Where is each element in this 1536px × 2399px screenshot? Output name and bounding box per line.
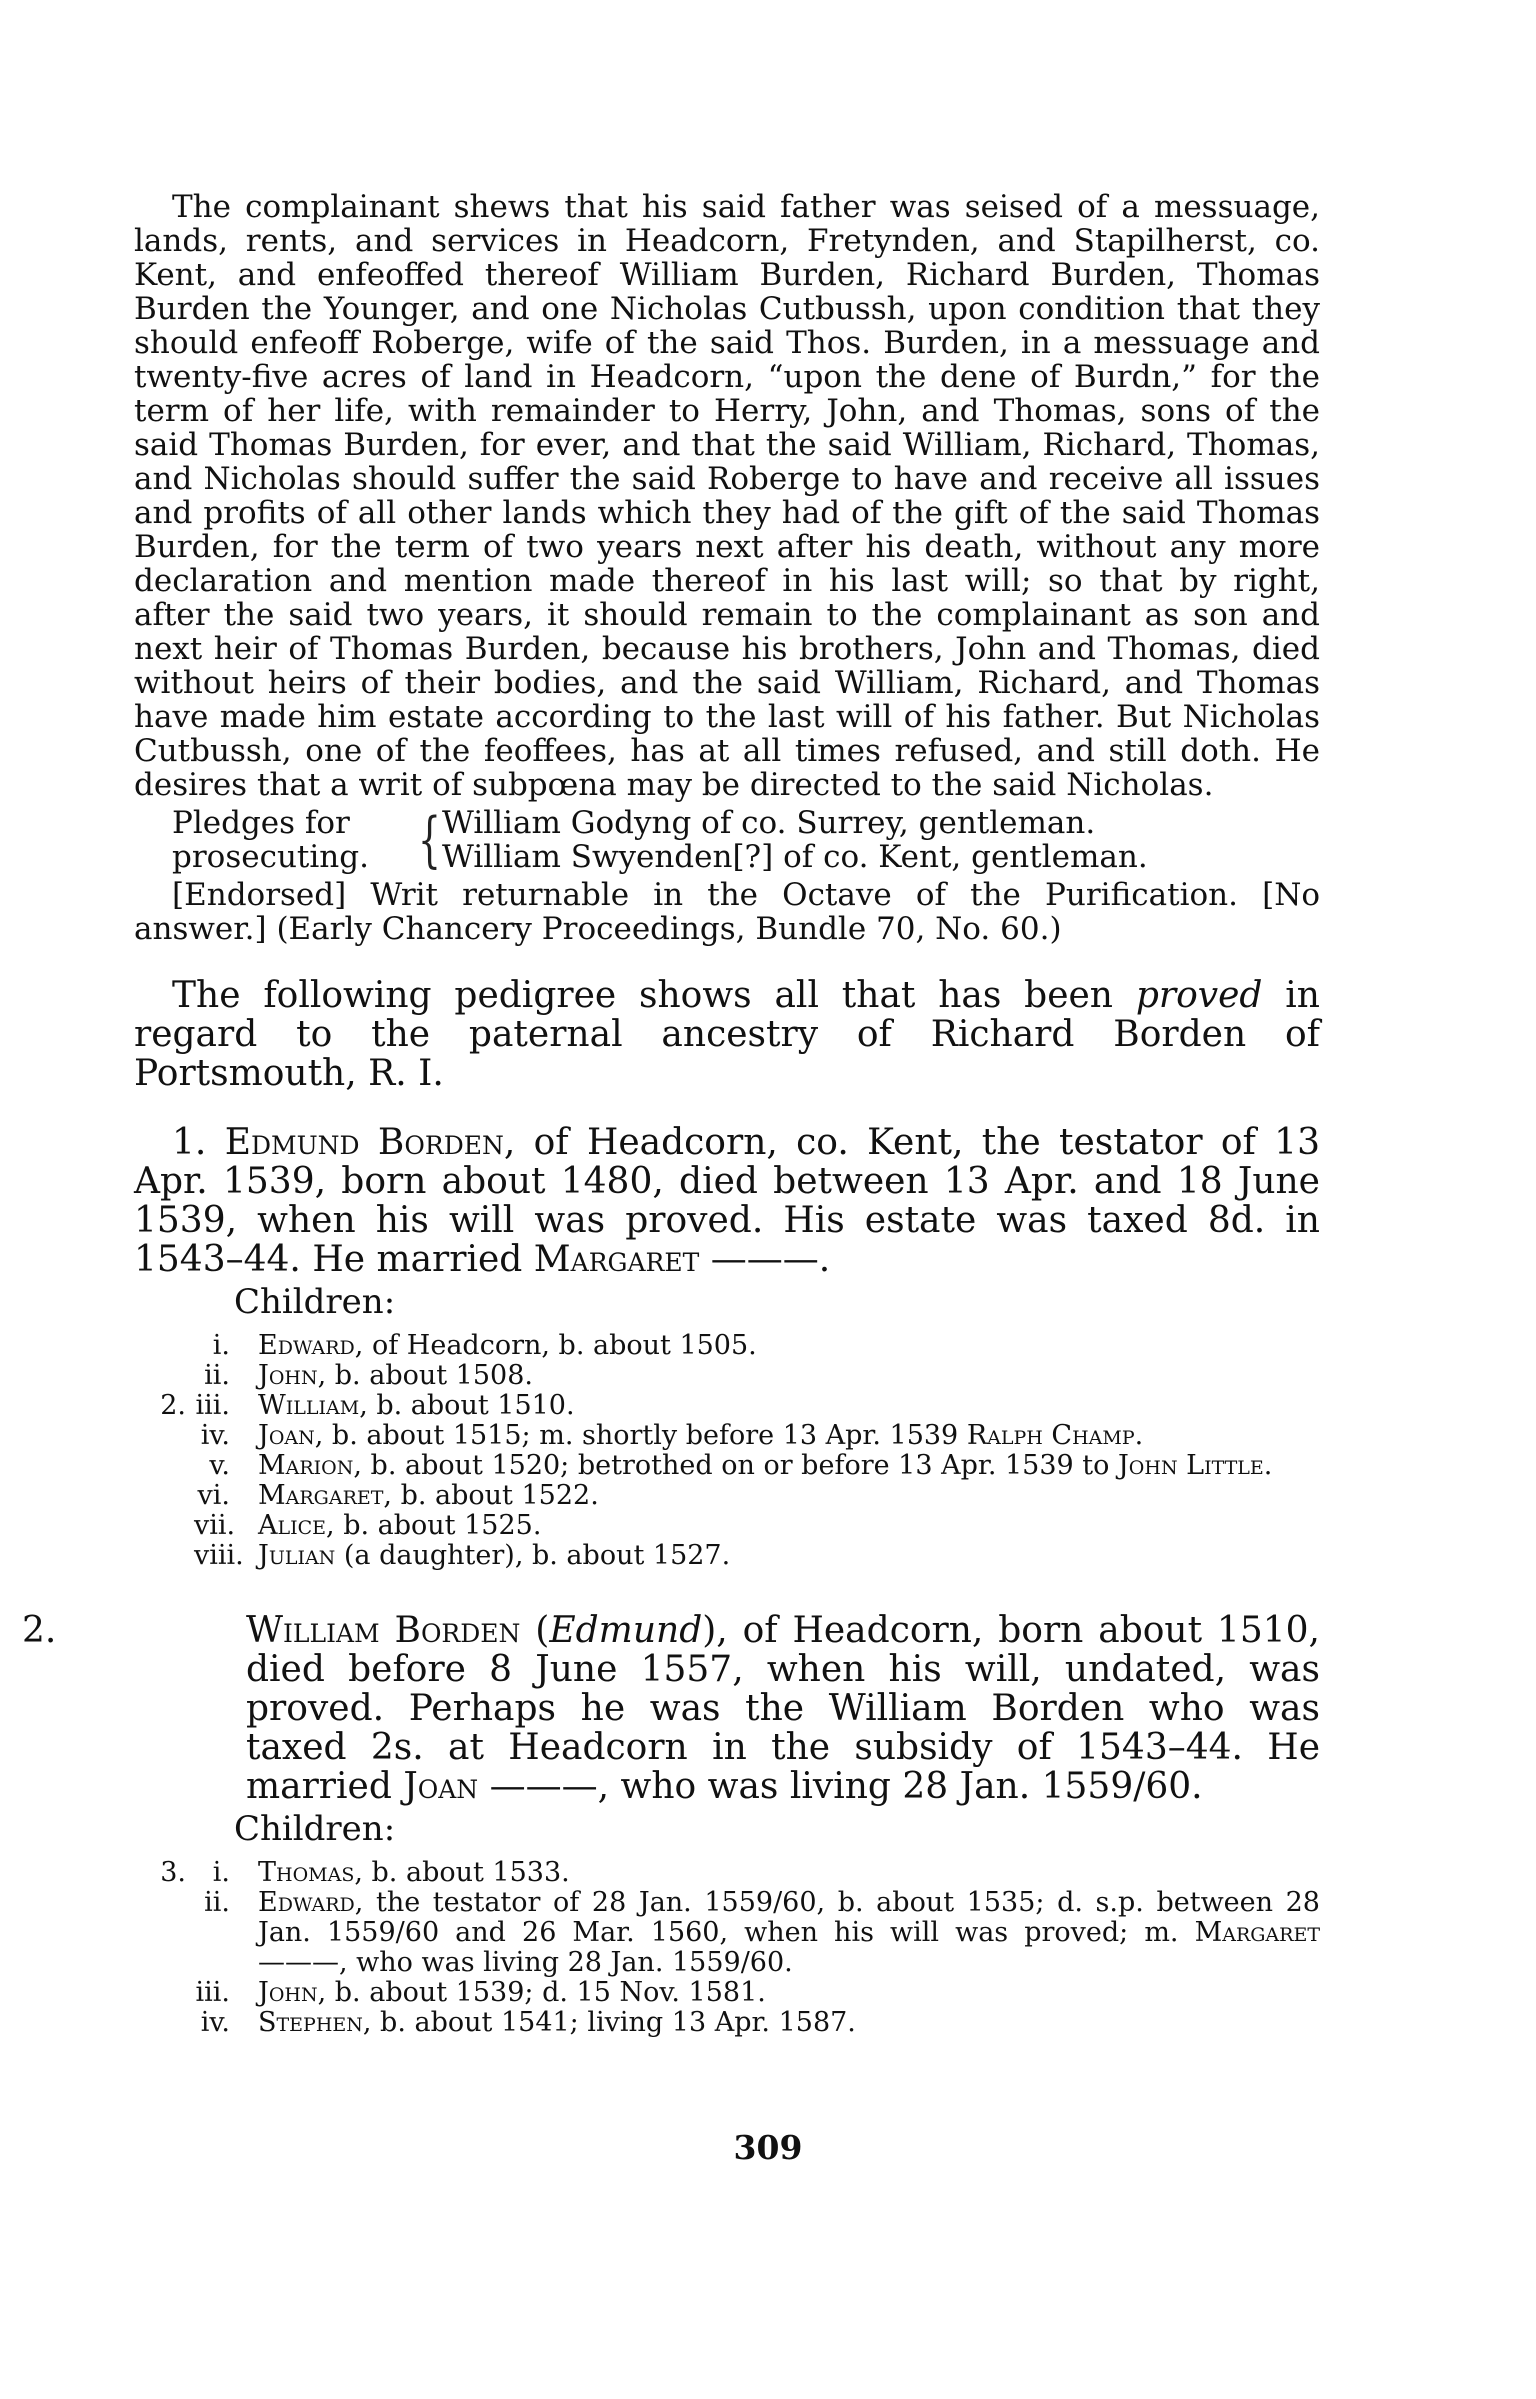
child-generation-number bbox=[134, 1481, 194, 1511]
child-ordinal: vii. bbox=[194, 1510, 236, 1541]
child-name: William bbox=[258, 1390, 360, 1421]
child-text bbox=[244, 1391, 1320, 1421]
child-entry bbox=[134, 1888, 1320, 1978]
child-entry bbox=[134, 1541, 1320, 1571]
complaint-paragraph: The complainant shews that his said father was seised of a messuage, lands, rents, and services in Headcorn, Fretynden, and Stapilherst, co. Kent, and enfeoffed thereof William Burden, Richard Burden, Thomas Burden the Younger, and one Nicholas Cutbussh, upon condition that they should enfeoff Roberge, wife of the said Thos. Burden, in a messuage and twenty-five acres of land in Headcorn, “upon the dene of Burdn,” for the term of her life, with remainder to Herry, John, and Thomas, sons of the said Thomas Burden, for ever, and that the said William, Richard, Thomas, and Nicholas should suffer the said Roberge to have and receive all issues and profits of all other lands which they had of the gift of the said Thomas Burden, for the term of two years next after his death, without any more declaration and mention made thereof in his last will; so that by right, after the said two years, it should remain to the complainant as son and next heir of Thomas Burden, because his brothers, John and Thomas, died without heirs of their bodies, and the said William, Richard, and Thomas have made him estate according to the last will of his father. But Nicholas Cutbussh, one of the feoffees, has at all times refused, and still doth. He desires that a writ of subpœna may be directed to the said Nicholas. bbox=[134, 189, 1320, 803]
pedigree-intro bbox=[134, 976, 1320, 1093]
section-2-children-label: Children: bbox=[234, 1809, 396, 1849]
child-detail: , b. about 1539; d. 15 Nov. 1581. bbox=[317, 1977, 766, 2008]
child-entry bbox=[134, 1481, 1320, 1511]
child-entry bbox=[134, 1361, 1320, 1391]
document-page bbox=[22, 189, 1320, 2038]
child-text bbox=[244, 1451, 1320, 1481]
child-text bbox=[244, 1888, 1320, 1978]
section-1-entry bbox=[134, 1123, 1320, 1279]
child-name: Edward bbox=[258, 1887, 355, 1918]
child-generation-number bbox=[134, 1331, 194, 1361]
child-spouse: John Little bbox=[1117, 1450, 1264, 1481]
child-ordinal: iii. bbox=[195, 1390, 230, 1421]
child-ordinal: ii. bbox=[204, 1360, 230, 1391]
child-generation-number bbox=[134, 1541, 194, 1571]
child-entry bbox=[134, 1451, 1320, 1481]
child-text bbox=[244, 1978, 1320, 2008]
child-name: Stephen bbox=[258, 2007, 363, 2038]
child-text bbox=[244, 1511, 1320, 1541]
child-name: Alice bbox=[258, 1510, 327, 1541]
child-text bbox=[244, 1858, 1320, 1888]
child-ordinal: v. bbox=[209, 1450, 230, 1481]
section-2-name: William Borden bbox=[246, 1610, 521, 1651]
child-generation-number: 2. bbox=[160, 1390, 186, 1421]
child-tail: . bbox=[1134, 1420, 1144, 1451]
child-name: Margaret bbox=[258, 1480, 384, 1511]
endorsed-note: [Endorsed] Writ returnable in the Octave of the Purification. [No answer.] (Early Chancery Proceedings, Bundle 70, No. 60.) bbox=[134, 877, 1320, 947]
child-generation-number bbox=[134, 1451, 194, 1481]
child-name: Edward bbox=[258, 1330, 355, 1361]
child-ordinal: i. bbox=[212, 1857, 230, 1888]
child-text bbox=[244, 1331, 1320, 1361]
child-name: John bbox=[258, 1977, 318, 2008]
child-ordinal: ii. bbox=[204, 1887, 230, 1918]
child-generation-number bbox=[134, 1888, 194, 1978]
child-detail: , b. about 1520; betrothed on or before 13 Apr. 1539 to bbox=[353, 1450, 1118, 1481]
brace-glyph: { bbox=[418, 805, 441, 875]
child-spouse: Ralph Champ bbox=[966, 1420, 1135, 1451]
child-detail: , b. about 1533. bbox=[354, 1857, 570, 1888]
child-text bbox=[244, 1541, 1320, 1571]
pledge-2: William Swyenden[?] of co. Kent, gentleman. bbox=[442, 839, 1148, 875]
child-ordinal: iv. bbox=[200, 1420, 230, 1451]
child-detail: , b. about 1510. bbox=[359, 1390, 575, 1421]
child-name: Julian bbox=[258, 1540, 336, 1571]
child-detail: , of Headcorn, b. about 1505. bbox=[354, 1330, 757, 1361]
child-text bbox=[244, 1481, 1320, 1511]
child-name: John bbox=[258, 1360, 318, 1391]
intro-after: in regard to the paternal ancestry of Richard Borden of Portsmouth, R. I. bbox=[134, 975, 1320, 1094]
section-2-entry: 2. William Borden (Edmund), of Headcorn, born about 1510, died before 8 June 1557, when his will, undated, was proved. Perhaps he was the William Borden who was taxed 2s. at Headcorn in the subsidy of 1543–44. He married Joan ———, who was living 28 Jan. 1559/60. bbox=[22, 1610, 1320, 1807]
pledges-label-line2: prosecuting. bbox=[172, 839, 369, 875]
child-text bbox=[244, 1421, 1320, 1451]
child-detail: , b. about 1515; m. shortly before 13 Apr. 1539 bbox=[314, 1420, 967, 1451]
section-2-text: , of Headcorn, born about 1510, died before 8 June 1557, when his will, undated, was proved. Perhaps he was the William Borden who was taxed 2s. at Headcorn in the subsidy of 1543–44. He married bbox=[246, 1610, 1320, 1807]
pledges-block bbox=[172, 806, 1320, 874]
section-2-number: 2. bbox=[22, 1610, 57, 1651]
child-entry bbox=[134, 2008, 1320, 2038]
child-name: Thomas bbox=[258, 1857, 355, 1888]
pledges-label-line1: Pledges for bbox=[172, 805, 350, 841]
intro-before: The following pedigree shows all that has been bbox=[172, 975, 1136, 1016]
child-generation-number bbox=[134, 1421, 194, 1451]
child-generation-number bbox=[134, 1978, 194, 2008]
section-2-wife: Joan bbox=[403, 1766, 479, 1807]
child-spouse: Margaret bbox=[1194, 1917, 1320, 1948]
child-tail: ———, who was living 28 Jan. 1559/60. bbox=[258, 1947, 793, 1978]
section-1-wife-tail: ———. bbox=[699, 1239, 831, 1280]
child-detail: , b. about 1525. bbox=[326, 1510, 542, 1541]
pledge-1: William Godyng of co. Surrey, gentleman. bbox=[442, 805, 1096, 841]
child-name: Joan bbox=[258, 1420, 315, 1451]
section-1-text: , of Headcorn, co. Kent, the testator of 13 Apr. 1539, born about 1480, died between 13 Apr. and 18 June 1539, when his will was proved. His estate was taxed 8d. in 1543–44. He married bbox=[134, 1122, 1320, 1280]
child-ordinal: vi. bbox=[197, 1480, 230, 1511]
child-ordinal: iv. bbox=[200, 2007, 230, 2038]
section-1-number: 1. bbox=[172, 1122, 207, 1163]
child-text bbox=[244, 1361, 1320, 1391]
child-entry bbox=[134, 1421, 1320, 1451]
section-2-parent: Edmund bbox=[549, 1610, 703, 1651]
section-1-name: Edmund Borden bbox=[224, 1122, 504, 1163]
child-text bbox=[244, 2008, 1320, 2038]
child-tail: . bbox=[1263, 1450, 1273, 1481]
child-detail: , the testator of 28 Jan. 1559/60, b. about 1535; d. s.p. between 28 Jan. 1559/60 and 26 Mar. 1560, when his will was proved; m. bbox=[258, 1887, 1320, 1948]
child-generation-number: 3. bbox=[160, 1857, 186, 1888]
intro-emph: proved bbox=[1135, 975, 1263, 1016]
child-detail: , b. about 1522. bbox=[383, 1480, 599, 1511]
section-2-children-list bbox=[134, 1858, 1320, 2038]
child-name: Marion bbox=[258, 1450, 354, 1481]
page-number: 309 bbox=[733, 2128, 803, 2167]
child-detail: , b. about 1541; living 13 Apr. 1587. bbox=[362, 2007, 856, 2038]
child-generation-number bbox=[134, 1361, 194, 1391]
child-detail: (a daughter), b. about 1527. bbox=[335, 1540, 731, 1571]
section-2-wife-tail: ———, who was living 28 Jan. 1559/60. bbox=[478, 1766, 1203, 1807]
child-detail: , b. about 1508. bbox=[317, 1360, 533, 1391]
child-entry bbox=[134, 1391, 1320, 1421]
child-entry bbox=[134, 1858, 1320, 1888]
child-generation-number bbox=[134, 1511, 194, 1541]
section-1-children-label: Children: bbox=[234, 1282, 396, 1322]
child-ordinal: iii. bbox=[195, 1977, 230, 2008]
section-1-wife: Margaret bbox=[533, 1239, 700, 1280]
section-1-children-list bbox=[134, 1331, 1320, 1571]
child-entry bbox=[134, 1978, 1320, 2008]
child-generation-number bbox=[134, 2008, 194, 2038]
child-entry bbox=[134, 1331, 1320, 1361]
child-ordinal: viii. bbox=[194, 1540, 244, 1571]
child-ordinal: i. bbox=[212, 1330, 230, 1361]
child-entry bbox=[134, 1511, 1320, 1541]
